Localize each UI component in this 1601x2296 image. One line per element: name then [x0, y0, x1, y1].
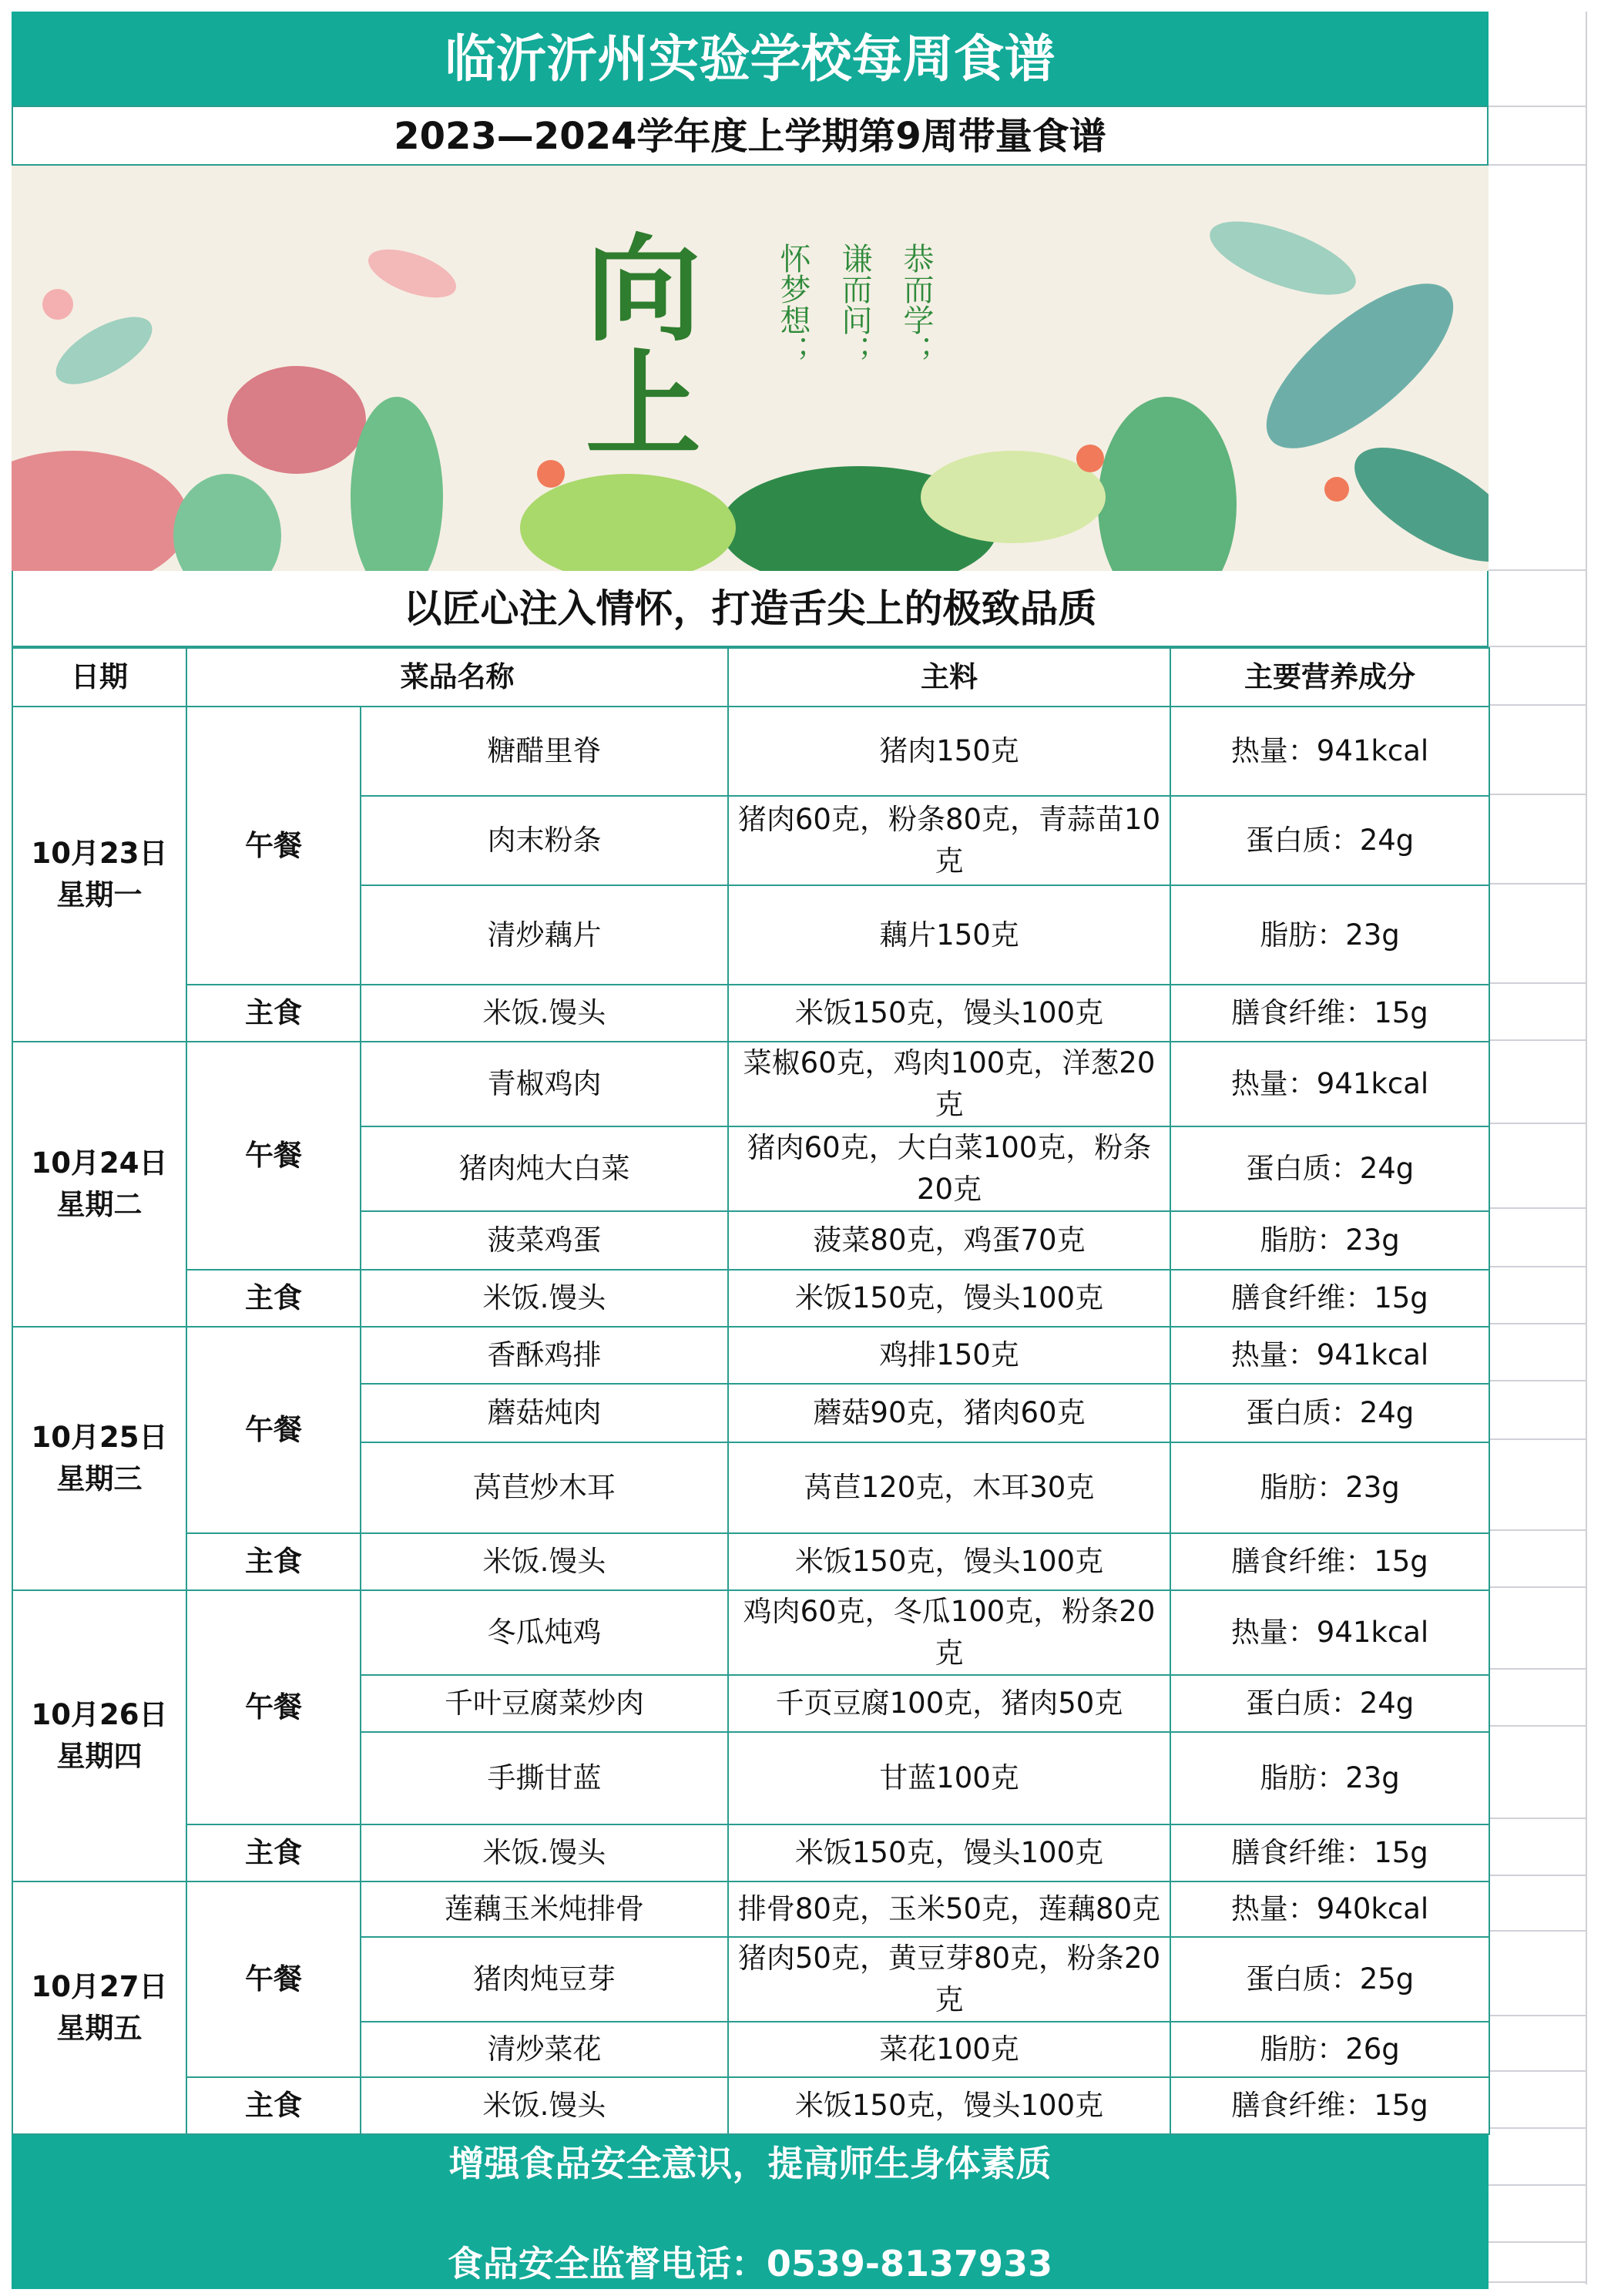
dish-ingredients: 鸡排150克	[728, 1327, 1170, 1384]
dish-name: 千叶豆腐菜炒肉	[361, 1675, 728, 1732]
meal-label: 午餐	[186, 1590, 361, 1824]
dish-ingredients: 菜花100克	[728, 2022, 1170, 2077]
weekday: 星期五	[56, 2012, 143, 2045]
date-cell	[12, 707, 186, 1042]
dish-name: 米饭.馒头	[361, 1270, 728, 1327]
dish-name: 清炒藕片	[361, 885, 728, 985]
nutrition-value: 热量：941kcal	[1170, 707, 1489, 796]
banner-verse-2: 谦而问；	[837, 243, 872, 366]
header-dish: 菜品名称	[186, 648, 728, 707]
nutrition-value: 蛋白质：24g	[1170, 796, 1489, 885]
dish-ingredients: 菠菜80克，鸡蛋70克	[728, 1211, 1170, 1270]
nutrition-value: 蛋白质：24g	[1170, 1126, 1489, 1211]
footer-banner	[12, 2135, 1489, 2289]
nutrition-value: 脂肪：23g	[1170, 1732, 1489, 1824]
staple-row	[12, 2077, 1489, 2134]
header-ingredients: 主料	[728, 648, 1170, 707]
date-cell	[12, 1881, 186, 2134]
dish-ingredients: 猪肉60克，大白菜100克，粉条20克	[728, 1126, 1170, 1211]
dish-name: 肉末粉条	[361, 796, 728, 885]
slogan: 以匠心注入情怀，打造舌尖上的极致品质	[12, 571, 1489, 647]
banner-image	[12, 166, 1489, 571]
banner-heading-1: 向	[586, 222, 702, 357]
dish-ingredients: 菜椒60克，鸡肉100克，洋葱20克	[728, 1042, 1170, 1126]
dish-ingredients: 千页豆腐100克，猪肉50克	[728, 1675, 1170, 1732]
meal-label: 主食	[186, 1270, 361, 1327]
meal-label: 午餐	[186, 1327, 361, 1533]
nutrition-value: 蛋白质：24g	[1170, 1675, 1489, 1732]
nutrition-value: 蛋白质：24g	[1170, 1384, 1489, 1442]
nutrition-value: 膳食纤维：15g	[1170, 985, 1489, 1042]
meal-label: 主食	[186, 985, 361, 1042]
menu-table	[12, 647, 1490, 2135]
dish-name: 糖醋里脊	[361, 707, 728, 796]
dish-name: 香酥鸡排	[361, 1327, 728, 1384]
nutrition-value: 蛋白质：25g	[1170, 1937, 1489, 2022]
dish-ingredients: 米饭150克，馒头100克	[728, 1533, 1170, 1590]
dish-name: 清炒菜花	[361, 2022, 728, 2077]
lunch-dish-row	[12, 1327, 1489, 1384]
lunch-dish-row	[12, 1881, 1489, 1937]
meal-label: 午餐	[186, 1881, 361, 2077]
footer-safety-slogan: 增强食品安全意识，提高师生身体素质	[448, 2143, 1052, 2184]
page-subtitle: 2023—2024学年度上学期第9周带量食谱	[12, 107, 1489, 166]
dish-name: 米饭.馒头	[361, 1533, 728, 1590]
nutrition-value: 膳食纤维：15g	[1170, 1533, 1489, 1590]
dish-name: 手撕甘蓝	[361, 1732, 728, 1824]
menu-sheet	[12, 12, 1489, 2289]
meal-label: 午餐	[186, 1042, 361, 1270]
banner-heading-2: 上	[586, 337, 702, 473]
nutrition-value: 脂肪：23g	[1170, 1442, 1489, 1533]
dish-name: 蘑菇炖肉	[361, 1384, 728, 1442]
dish-ingredients: 莴苣120克，木耳30克	[728, 1442, 1170, 1533]
nutrition-value: 热量：940kcal	[1170, 1881, 1489, 1937]
dish-name: 莴苣炒木耳	[361, 1442, 728, 1533]
header-date: 日期	[12, 648, 186, 707]
date: 10月24日	[31, 1146, 168, 1180]
dish-name: 猪肉炖大白菜	[361, 1126, 728, 1211]
nutrition-value: 膳食纤维：15g	[1170, 1824, 1489, 1881]
header-nutrition: 主要营养成分	[1170, 648, 1489, 707]
date: 10月23日	[31, 836, 168, 870]
dish-ingredients: 猪肉60克，粉条80克，青蒜苗10克	[728, 796, 1170, 885]
plant-illustration	[12, 166, 1489, 571]
dish-ingredients: 排骨80克，玉米50克，莲藕80克	[728, 1881, 1170, 1937]
dish-ingredients: 米饭150克，馒头100克	[728, 2077, 1170, 2134]
weekday: 星期二	[56, 1188, 143, 1221]
page-title: 临沂沂州实验学校每周食谱	[12, 12, 1489, 107]
lunch-dish-row	[12, 1590, 1489, 1675]
nutrition-value: 热量：941kcal	[1170, 1042, 1489, 1126]
meal-label: 主食	[186, 1824, 361, 1881]
staple-row	[12, 985, 1489, 1042]
date-cell	[12, 1327, 186, 1590]
nutrition-value: 膳食纤维：15g	[1170, 1270, 1489, 1327]
nutrition-value: 热量：941kcal	[1170, 1590, 1489, 1675]
weekday: 星期一	[56, 878, 143, 911]
nutrition-value: 膳食纤维：15g	[1170, 2077, 1489, 2134]
date-cell	[12, 1590, 186, 1881]
dish-ingredients: 猪肉150克	[728, 707, 1170, 796]
banner-verse-3: 恭而学；	[898, 243, 934, 366]
lunch-dish-row	[12, 1042, 1489, 1126]
nutrition-value: 脂肪：23g	[1170, 1211, 1489, 1270]
banner-verse-1: 怀梦想；	[775, 243, 811, 366]
dish-ingredients: 米饭150克，馒头100克	[728, 985, 1170, 1042]
nutrition-value: 脂肪：23g	[1170, 885, 1489, 985]
date: 10月25日	[31, 1421, 168, 1454]
dish-name: 青椒鸡肉	[361, 1042, 728, 1126]
date: 10月27日	[31, 1970, 168, 2003]
dish-ingredients: 猪肉50克，黄豆芽80克，粉条20克	[728, 1937, 1170, 2022]
nutrition-value: 脂肪：26g	[1170, 2022, 1489, 2077]
staple-row	[12, 1270, 1489, 1327]
dish-name: 莲藕玉米炖排骨	[361, 1881, 728, 1937]
weekday: 星期三	[56, 1462, 143, 1495]
dish-ingredients: 鸡肉60克，冬瓜100克，粉条20克	[728, 1590, 1170, 1675]
dish-ingredients: 米饭150克，馒头100克	[728, 1824, 1170, 1881]
dish-ingredients: 甘蓝100克	[728, 1732, 1170, 1824]
date-cell	[12, 1042, 186, 1327]
dish-name: 米饭.馒头	[361, 2077, 728, 2134]
dish-name: 米饭.馒头	[361, 985, 728, 1042]
dish-ingredients: 藕片150克	[728, 885, 1170, 985]
meal-label: 主食	[186, 2077, 361, 2134]
staple-row	[12, 1824, 1489, 1881]
dish-ingredients: 米饭150克，馒头100克	[728, 1270, 1170, 1327]
empty-spreadsheet-column	[1489, 12, 1587, 2284]
dish-name: 米饭.馒头	[361, 1824, 728, 1881]
dish-name: 冬瓜炖鸡	[361, 1590, 728, 1675]
table-header-row	[12, 648, 1489, 707]
lunch-dish-row	[12, 707, 1489, 796]
dish-name: 菠菜鸡蛋	[361, 1211, 728, 1270]
meal-label: 主食	[186, 1533, 361, 1590]
weekday: 星期四	[56, 1740, 143, 1773]
dish-name: 猪肉炖豆芽	[361, 1937, 728, 2022]
nutrition-value: 热量：941kcal	[1170, 1327, 1489, 1384]
footer-hotline: 食品安全监督电话：0539-8137933	[447, 2243, 1053, 2284]
date: 10月26日	[31, 1698, 168, 1731]
staple-row	[12, 1533, 1489, 1590]
dish-ingredients: 蘑菇90克，猪肉60克	[728, 1384, 1170, 1442]
meal-label: 午餐	[186, 707, 361, 985]
